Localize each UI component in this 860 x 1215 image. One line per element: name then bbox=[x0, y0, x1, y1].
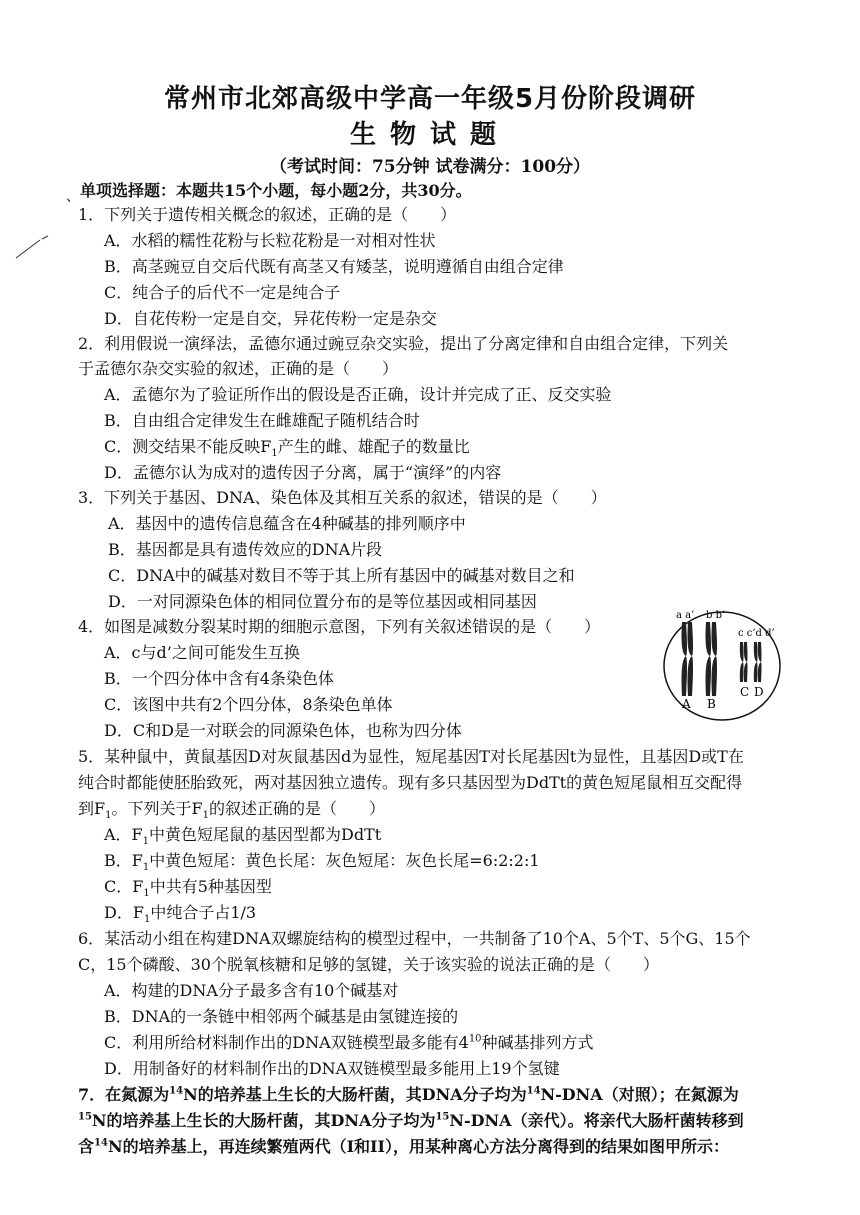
question-2-option-d: D．孟德尔认为成对的遗传因子分离，属于“演绎”的内容 bbox=[104, 463, 502, 482]
question-3-option-b: B．基因都是具有遗传效应的DNA片段 bbox=[108, 540, 383, 559]
question-5-stem-line-2: 纯合时都能使胚胎致死，两对基因独立遗传。现有多只基因型为DdTt的黄色短尾鼠相互交配得 bbox=[78, 773, 743, 792]
question-4-option-d: D．C和D是一对联会的同源染色体，也称为四分体 bbox=[104, 721, 462, 740]
section-bullet: 、 bbox=[66, 189, 80, 205]
question-5-stem-line-3: 到$F_1$。下列关于$F_1$的叙述正确的是（ ） bbox=[78, 799, 385, 822]
question-3-stem: 3．下列关于基因、DNA、染色体及其相互关系的叙述，错误的是（ ） bbox=[78, 488, 607, 507]
question-4-option-a: A．c与d’之间可能发生互换 bbox=[104, 643, 300, 662]
question-4-option-c: C．该图中共有2个四分体，8条染色单体 bbox=[104, 695, 393, 714]
question-1-option-a: A．水稻的糯性花粉与长粒花粉是一对相对性状 bbox=[104, 231, 436, 250]
label-c-d: c c’d d’ bbox=[738, 628, 775, 639]
question-6-option-c: C．利用所给材料制作出的DNA双链模型最多能有$4^{10}$种碱基排列方式 bbox=[104, 1033, 594, 1052]
question-4-stem: 4．如图是减数分裂某时期的细胞示意图，下列有关叙述错误的是（ ） bbox=[78, 617, 601, 636]
question-5-option-a: A．$F_1$中黄色短尾鼠的基因型都为DdTt bbox=[104, 825, 382, 848]
label-a-a-prime: a a’ bbox=[676, 610, 695, 621]
question-6-option-b: B．DNA的一条链中相邻两个碱基是由氢键连接的 bbox=[104, 1007, 459, 1026]
label-b-b-prime: b b’ bbox=[706, 610, 726, 621]
exam-subject: 生物试题 bbox=[349, 120, 510, 150]
question-1-option-b: B．高茎豌豆自交后代既有高茎又有矮茎，说明遵循自由组合定律 bbox=[104, 257, 564, 276]
question-5-option-c: C．$F_1$中共有5种基因型 bbox=[104, 877, 272, 900]
question-6-option-a: A．构建的DNA分子最多含有10个碱基对 bbox=[104, 981, 399, 1000]
question-6-stem-line-1: 6．某活动小组在构建DNA双螺旋结构的模型过程中，一共制备了10个A、5个T、5个G、15个 bbox=[78, 929, 751, 948]
question-5-option-d: D．$F_1$中纯合子占1/3 bbox=[104, 903, 257, 926]
question-2-stem-line-2: 于孟德尔杂交实验的叙述，正确的是（ ） bbox=[78, 359, 399, 378]
question-7-stem-line-3: 含$^{14}$N的培养基上，再连续繁殖两代（I和II），用某种离心方法分离得到的结果如图甲所示： bbox=[78, 1137, 730, 1156]
question-6-option-d: D．用制备好的材料制作出的DNA双链模型最多能用上19个氢键 bbox=[104, 1059, 560, 1078]
question-2-option-b: B．自由组合定律发生在雌雄配子随机结合时 bbox=[104, 411, 420, 430]
question-1-stem: 1．下列关于遗传相关概念的叙述，正确的是（ ） bbox=[78, 205, 457, 224]
question-7-stem-line-2: $^{15}$N的培养基上生长的大肠杆菌，其DNA分子均为$^{15}$N-DNA（亲代）。将亲代大肠杆菌转移到 bbox=[78, 1111, 744, 1130]
label-C: C bbox=[740, 685, 750, 699]
question-1-option-c: C．纯合子的后代不一定是纯合子 bbox=[104, 283, 341, 302]
question-3-option-a: A．基因中的遗传信息蕴含在4种碱基的排列顺序中 bbox=[108, 514, 466, 533]
chromosome-c bbox=[740, 642, 748, 682]
label-B: B bbox=[707, 697, 716, 711]
section-heading: 单项选择题：本题共15个小题，每小题2分，共30分。 bbox=[80, 181, 472, 200]
question-2-stem-line-1: 2．利用假说一演绎法，孟德尔通过豌豆杂交实验，提出了分离定律和自由组合定律，下列关 bbox=[78, 334, 729, 353]
chromosome-d bbox=[754, 642, 762, 682]
question-4-option-b: B．一个四分体中含有4条染色体 bbox=[104, 669, 334, 688]
meiosis-cell-diagram bbox=[660, 604, 784, 724]
question-1-option-d: D．自花传粉一定是自交，异花传粉一定是杂交 bbox=[104, 309, 437, 328]
question-7-stem-line-1: 7．在氮源为$^{14}$N的培养基上生长的大肠杆菌，其DNA分子均为$^{14}$N-DNA（对照）；在氮源为 bbox=[78, 1085, 739, 1104]
chromosome-b bbox=[706, 622, 718, 696]
exam-title: 常州市北郊高级中学高一年级5月份阶段调研 bbox=[163, 84, 697, 114]
question-2-option-c: C．测交结果不能反映$F_1$产生的雌、雄配子的数量比 bbox=[104, 437, 470, 460]
question-2-option-a: A．孟德尔为了验证所作出的假设是否正确，设计并完成了正、反交实验 bbox=[104, 385, 612, 404]
label-A: A bbox=[682, 697, 691, 711]
question-5-stem-line-1: 5．某种鼠中，黄鼠基因D对灰鼠基因d为显性，短尾基因T对长尾基因t为显性，且基因D或T在 bbox=[78, 747, 744, 766]
question-5-option-b: B．$F_1$中黄色短尾：黄色长尾：灰色短尾：灰色长尾=6:2:2:1 bbox=[104, 851, 540, 874]
question-3-option-d: D．一对同源染色体的相同位置分布的是等位基因或相同基因 bbox=[108, 592, 537, 611]
exam-time-and-score: （考试时间：75分钟 试卷满分：100分） bbox=[269, 157, 591, 177]
label-D: D bbox=[754, 685, 764, 699]
chromosome-a bbox=[682, 622, 694, 696]
question-3-option-c: C．DNA中的碱基对数目不等于其上所有基因中的碱基对数目之和 bbox=[108, 566, 575, 585]
pen-stroke-mark bbox=[12, 232, 52, 262]
question-6-stem-line-2: C，15个磷酸、30个脱氧核糖和足够的氢键，关于该实验的说法正确的是（ ） bbox=[78, 955, 659, 974]
